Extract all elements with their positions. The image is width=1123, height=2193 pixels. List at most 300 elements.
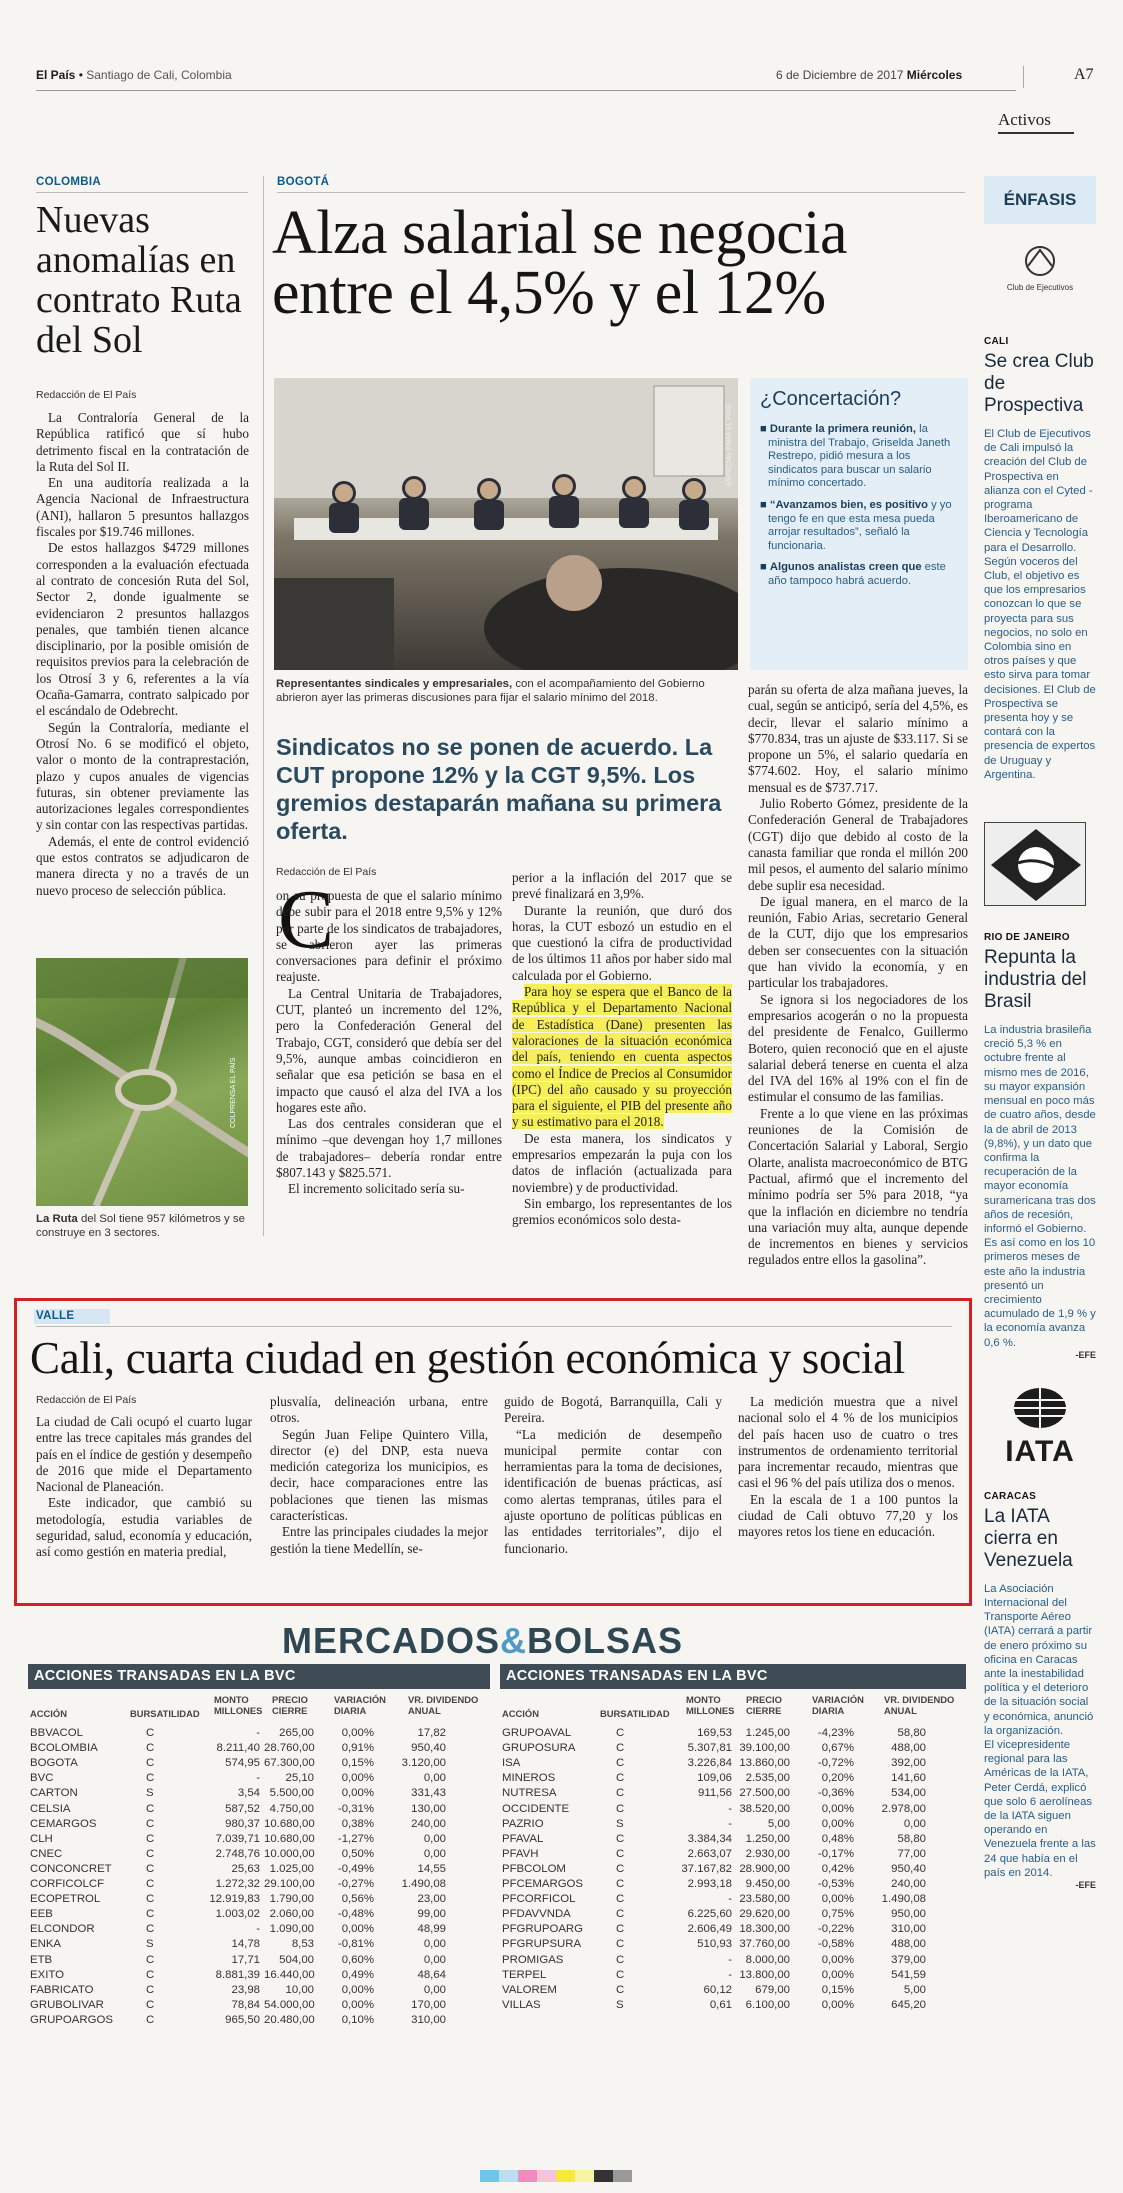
table-cell: 169,53	[697, 1727, 732, 1739]
table-cell: C	[146, 1727, 155, 1739]
table-cell: BOGOTA	[30, 1757, 78, 1770]
table-cell: -0,48%	[337, 1908, 374, 1921]
table-cell: 0,50%	[341, 1847, 374, 1860]
table-cell: C	[146, 1953, 155, 1966]
color-swatch	[480, 2170, 499, 2182]
table-row	[500, 1756, 966, 1771]
table-cell: 0,42%	[821, 1862, 854, 1875]
table-row	[500, 1937, 966, 1952]
table-cell: -4,23%	[817, 1727, 854, 1739]
table-cell: CONCONCRET	[30, 1862, 112, 1875]
table-cell: C	[616, 1787, 625, 1800]
section-tag-bogota: BOGOTÁ	[277, 176, 330, 188]
table-cell: 10,00	[285, 1983, 314, 1996]
table-cell: 950,40	[411, 1742, 446, 1755]
table-cell: -	[728, 1893, 732, 1906]
table-cell: 5,00	[767, 1817, 790, 1830]
column-header: MONTO MILLONES	[686, 1694, 735, 1716]
table-cell: 10.680,00	[264, 1832, 315, 1845]
table-cell: EEB	[30, 1908, 53, 1921]
table-row	[28, 1937, 490, 1952]
table-cell: C	[146, 1757, 155, 1770]
table-cell: 18.300,00	[739, 1923, 790, 1936]
brazil-flag-icon	[985, 823, 1086, 906]
table-cell: CNEC	[30, 1847, 63, 1860]
table-cell: 23,00	[417, 1893, 446, 1906]
table-cell: 0,00	[423, 1832, 446, 1845]
table-cell: 141,60	[891, 1772, 926, 1785]
table-cell: 965,50	[225, 2013, 260, 2026]
table-cell: 8.000,00	[745, 1953, 790, 1966]
table-cell: 379,00	[891, 1953, 926, 1966]
table-cell: S	[616, 1817, 624, 1830]
paragraph: Frente a lo que viene en las próximas reuniones de la Comisión de Concertación Salarial y Laboral, Sergio Olarte, analista macroeconómico de BTG Pactual, afirmó que el incremento del mínimo podría ser 5% para 2018, “ya que la inflación en diciembre no tendría una variación muy alta, aunque depende de incrementos en bienes y servicios regulados entre ellos la gasolina”.	[748, 1105, 968, 1268]
paper-name: El País	[36, 68, 76, 82]
table-cell: 1.003,02	[215, 1908, 260, 1921]
table-row	[28, 1832, 490, 1847]
bullet-separator: •	[78, 68, 87, 82]
brief-body: El Club de Ejecutivos de Cali impulsó la creación del Club de Prospectiva en alianza con el Cyted -programa Iberoamericano de Ciencia y Tecnología para el Desarrollo. Según voceros del Club, el objetivo es que los empresarios conozcan lo que se proyecta para sus negocios, no solo en Colombia sino en otros países y que esto sirva para tomar decisiones. El Club de Prospectiva se presenta hoy y se contará con la presencia de expertos de Uruguay y Argentina.	[984, 428, 1096, 781]
table-cell: 67.300,00	[264, 1757, 315, 1770]
table-cell: 0,75%	[821, 1908, 854, 1921]
table-cell: 8.211,40	[216, 1742, 260, 1755]
table-cell: PROMIGAS	[502, 1953, 564, 1966]
table-row	[500, 1892, 966, 1907]
table-cell: 587,52	[225, 1802, 260, 1815]
table-cell: C	[616, 1983, 625, 1996]
date: 6 de Diciembre de 2017	[776, 68, 904, 82]
highway-photo	[36, 958, 248, 1206]
globe-icon	[1010, 1386, 1070, 1430]
brief-tag: CALI	[984, 336, 1009, 347]
table-cell: 0,60%	[341, 1953, 374, 1966]
table-cell: 0,00	[423, 1953, 446, 1966]
box-item	[760, 561, 958, 588]
table-row	[28, 1968, 490, 1983]
box-item-text: y yo tengo fe en que esta mesa pueda arrojar resultados”, señaló la funcionaria.	[768, 498, 952, 552]
color-swatch	[594, 2170, 613, 2182]
table-cell: 6.225,60	[687, 1908, 732, 1921]
table-cell: -0,58%	[817, 1938, 854, 1951]
table-cell: 1.790,00	[269, 1893, 314, 1906]
table-cell: 5,00	[903, 1983, 926, 1996]
table-cell: 645,20	[891, 1998, 926, 2011]
table-header: ACCIONES TRANSADAS EN LA BVC	[28, 1664, 490, 1689]
table-cell: C	[146, 1817, 155, 1830]
paragraph: guido de Bogotá, Barranquilla, Cali y Pereira.	[504, 1394, 722, 1426]
table-cell: 0,48%	[821, 1832, 854, 1845]
color-swatch	[575, 2170, 594, 2182]
paragraph: Además, el ente de control evidenció que estos contratos se adjudicaron de manera directa y no a través de un nuevo proceso de selección pública.	[36, 833, 249, 898]
table-cell: BCOLOMBIA	[30, 1742, 98, 1755]
table-cell: C	[616, 1727, 625, 1739]
table-cell: 541,59	[891, 1968, 926, 1981]
table-cell: 48,64	[417, 1968, 446, 1981]
brief-title: Repunta la industria del Brasil	[984, 947, 1087, 1013]
table-cell: 0,00%	[821, 1817, 854, 1830]
table-cell: 10.680,00	[264, 1817, 315, 1830]
table-cell: 29.620,00	[739, 1908, 790, 1921]
table-cell: 0,00%	[821, 1998, 854, 2011]
paragraph: parán su oferta de alza mañana jueves, la cual, según se anticipó, sería del 4,5%, es decir, llevar el salario mínimo a $770.834, tras un ajuste de $33.117. Si se propone un 5%, el salario quedaría en $774.602. Hoy, el salario mínimo mensual es de $737.717.	[748, 682, 968, 795]
table-row	[28, 1817, 490, 1832]
table-cell: NUTRESA	[502, 1787, 557, 1800]
table-cell: 3.120,00	[401, 1757, 446, 1770]
table-cell: 58,80	[897, 1832, 926, 1845]
bullet-icon: ■	[760, 498, 770, 511]
table-cell: -	[728, 1802, 732, 1815]
brief-tag: RIO DE JANEIRO	[984, 932, 1070, 944]
table-cell: C	[616, 1968, 625, 1981]
main-headline: Alza salarial se negocia entre el 4,5% y el 12%	[272, 199, 847, 327]
table-cell: 2.060,00	[269, 1908, 314, 1921]
brief-body: La Asociación Internacional del Transporte Aéreo (IATA) cerrará a partir de enero próximo su oficina en Caracas ante la inestabilidad política y el deterioro de la situación social y económica, anunció la organización.	[984, 1582, 1094, 1737]
table-cell: -0,36%	[817, 1787, 854, 1800]
table-cell: 1.272,32	[215, 1878, 260, 1890]
table-cell: 6.100,00	[745, 1998, 790, 2011]
club-logo	[984, 244, 1096, 292]
table-cell: VILLAS	[502, 1998, 541, 2011]
table-cell: C	[616, 1938, 625, 1951]
weekday: Miércoles	[906, 68, 963, 82]
table-cell: -	[728, 1817, 732, 1830]
table-cell: -	[728, 1968, 732, 1981]
table-cell: 3.226,84	[687, 1757, 732, 1770]
table-cell: ISA	[502, 1757, 521, 1770]
table-cell: -0,81%	[337, 1938, 374, 1951]
table-cell: EXITO	[30, 1968, 64, 1981]
table-cell: 3.384,34	[687, 1832, 732, 1845]
table-row	[28, 1877, 490, 1892]
table-cell: 488,00	[891, 1742, 926, 1755]
table-cell: C	[616, 1953, 625, 1966]
table-cell: GRUBOLIVAR	[30, 1998, 104, 2011]
table-cell: 310,00	[411, 2013, 446, 2026]
table-cell: 13.800,00	[739, 1968, 790, 1981]
table-cell: 0,67%	[821, 1742, 854, 1755]
table-row	[500, 1832, 966, 1847]
table-row	[28, 1922, 490, 1937]
table-cell: 109,06	[697, 1772, 732, 1785]
table-row	[500, 1922, 966, 1937]
table-cell: GRUPOAVAL	[502, 1727, 572, 1739]
club-logo-icon	[1020, 244, 1060, 278]
table-cell: 0,10%	[341, 2013, 374, 2026]
table-cell: 574,95	[225, 1757, 260, 1770]
iata-logo	[984, 1386, 1096, 1469]
paragraph: Este indicador, que cambió su metodología, estudia variables de seguridad, salud, economía y educación, así como gestión en materia predial,	[36, 1495, 252, 1560]
table-cell: -0,22%	[817, 1923, 854, 1936]
print-color-bar	[480, 2170, 632, 2182]
table-cell: 0,00%	[341, 1983, 374, 1996]
caption-text: del Sol tiene 957 kilómetros y se construye en 3 sectores.	[36, 1213, 245, 1239]
table-cell: 0,00%	[341, 1787, 374, 1800]
box-item-lead: “Avanzamos bien, es positivo	[769, 498, 928, 511]
column-header: ACCIÓN	[30, 1708, 67, 1719]
table-row	[500, 1802, 966, 1817]
table-cell: -1,27%	[337, 1832, 374, 1845]
paragraph: Se ignora si los negociadores de los empresarios acogerán o no la propuesta del presidente de Fenalco, Guillermo Botero, quien reconoció que en el ajuste salarial deberá tenerse en cuenta el alza del IVA del 16% al 19% con el fin de estimular el consumo de las familias.	[748, 991, 968, 1105]
table-row	[28, 1953, 490, 1968]
table-cell: 1.250,00	[745, 1832, 790, 1845]
table-cell: C	[146, 1832, 155, 1845]
table-cell: 0,00%	[341, 1727, 374, 1739]
table-cell: 1.245,00	[745, 1727, 790, 1739]
table-cell: 8,53	[291, 1938, 314, 1951]
table-cell: CEMARGOS	[30, 1817, 97, 1830]
column-divider	[263, 176, 264, 1236]
table-row	[500, 1877, 966, 1892]
table-cell: ETB	[30, 1953, 53, 1966]
table-cell: 27.500,00	[739, 1787, 790, 1800]
table-cell: TERPEL	[502, 1968, 547, 1981]
left-body	[36, 410, 249, 899]
table-row	[28, 2013, 490, 2028]
table-cell: 48,99	[417, 1923, 446, 1936]
main-col3	[748, 682, 968, 1269]
table-cell: -0,27%	[337, 1878, 374, 1890]
table-row	[28, 1726, 490, 1741]
table-cell: 0,00	[903, 1817, 926, 1830]
table-cell: 9.450,00	[745, 1878, 790, 1890]
table-row	[500, 1998, 966, 2013]
table-cell: 2.663,07	[687, 1847, 732, 1860]
table-cell: C	[146, 1772, 155, 1785]
table-cell: 2.535,00	[745, 1772, 790, 1785]
rule	[277, 192, 965, 193]
table-row	[500, 1983, 966, 1998]
column-header: PRECIO CIERRE	[272, 1694, 308, 1716]
table-cell: ENKA	[30, 1938, 62, 1951]
table-cell: C	[616, 1832, 625, 1845]
table-row	[500, 1968, 966, 1983]
valle-col2	[270, 1394, 488, 1557]
table-row	[500, 1771, 966, 1786]
table-cell: PFCEMARGOS	[502, 1878, 584, 1890]
table-cell: 0,20%	[821, 1772, 854, 1785]
highlight-paragraph	[512, 984, 732, 1131]
table-cell: 4.750,00	[269, 1802, 314, 1815]
paragraph: En una auditoría realizada a la Agencia Nacional de Infraestructura (ANI), hallaron 5 presuntos hallazgos fiscales por $19.746 millones.	[36, 475, 249, 540]
table-row	[28, 1998, 490, 2013]
table-cell: 29.100,00	[264, 1878, 315, 1890]
photo-caption	[276, 677, 740, 705]
table-cell: 0,15%	[821, 1983, 854, 1996]
table-cell: S	[146, 1938, 154, 1951]
table-cell: C	[146, 1742, 155, 1755]
emphasis-label: ÉNFASIS	[984, 176, 1096, 224]
column-header: ACCIÓN	[502, 1708, 539, 1719]
table-row	[28, 1786, 490, 1801]
paragraph: De igual manera, en el marco de la reunión, Fabio Arias, secretario General de la CUT, dijo que los empresarios deben ser consecuentes con la situación que han vivido la economía, y en particular los trabajadores.	[748, 893, 968, 991]
table-cell: C	[146, 1862, 155, 1875]
paragraph: Sin embargo, los representantes de los gremios económicos solo desta-	[512, 1195, 732, 1228]
box-title: ¿Concertación?	[760, 388, 902, 410]
table-cell: GRUPOARGOS	[30, 2013, 113, 2026]
table-cell: 0,00%	[341, 1772, 374, 1785]
table-cell: 37.167,82	[681, 1862, 732, 1875]
table-cell: 7.039,71	[215, 1832, 260, 1845]
table-cell: -0,72%	[817, 1757, 854, 1770]
table-cell: CLH	[30, 1832, 53, 1845]
table-cell: 28.760,00	[264, 1742, 315, 1755]
table-cell: C	[146, 1983, 155, 1996]
table-cell: 170,00	[411, 1998, 446, 2011]
table-cell: 911,56	[698, 1787, 732, 1800]
table-cell: 0,91%	[341, 1742, 374, 1755]
table-cell: 77,00	[897, 1847, 926, 1860]
table-row	[500, 1907, 966, 1922]
color-swatch	[537, 2170, 556, 2182]
table-cell: 980,37	[225, 1817, 260, 1830]
caption-text: con el acompañamiento del Gobierno abrieron ayer las primeras discusiones para fijar el salario mínimo del 2018.	[276, 678, 705, 704]
header-divider	[1023, 66, 1024, 88]
paragraph: De esta manera, los sindicatos y empresarios empezarán la puja con los datos de inflación (actualizada para noviembre) y de productividad.	[512, 1130, 732, 1195]
page-header	[36, 68, 1096, 90]
table-cell: PFGRUPSURA	[502, 1938, 582, 1951]
table-cell: 0,00%	[341, 1923, 374, 1936]
sidebar	[984, 176, 1096, 2176]
paragraph: La Contraloría General de la República ratificó que sí hubo detrimento fiscal en la contratación de la Ruta del Sol II.	[36, 410, 249, 474]
table-cell: C	[146, 1968, 155, 1981]
table-cell: CORFICOLCF	[30, 1878, 105, 1890]
meeting-scene	[274, 378, 738, 670]
bullet-icon: ■	[760, 423, 770, 435]
valle-col1	[36, 1414, 252, 1561]
table-cell: BVC	[30, 1772, 54, 1785]
table-cell: 0,00	[423, 1847, 446, 1860]
table-cell: PFCORFICOL	[502, 1893, 576, 1906]
photo-caption	[36, 1212, 248, 1240]
table-cell: 950,00	[891, 1908, 926, 1921]
table-cell: PFBCOLOM	[502, 1862, 566, 1875]
drop-cap: C	[278, 873, 335, 966]
table-cell: 38.520,00	[739, 1802, 790, 1815]
section-tag-valle: VALLE	[36, 1310, 75, 1322]
table-cell: -0,17%	[817, 1847, 854, 1860]
logo-text: Club de Ejecutivos	[1006, 283, 1074, 292]
brazil-flag	[984, 822, 1086, 906]
table-cell: 20.480,00	[264, 2013, 315, 2026]
table-row	[500, 1786, 966, 1801]
table-row	[28, 1907, 490, 1922]
paragraph: La ciudad de Cali ocupó el cuarto lugar entre las trece capitales más grandes del país en el índice de gestión y desempeño de 2016 que mide el Departamento Nacional de Planeación.	[36, 1414, 252, 1495]
table-cell: C	[146, 1908, 155, 1921]
table-cell: 3,54	[237, 1787, 260, 1800]
valle-headline: Cali, cuarta ciudad en gestión económica y social	[30, 1333, 905, 1383]
table-cell: 23,98	[231, 1983, 260, 1996]
table-row	[28, 1862, 490, 1877]
table-cell: 16.440,00	[264, 1968, 315, 1981]
table-cell: 0,00	[423, 1938, 446, 1951]
paragraph: Las dos centrales consideran que el mínimo –que devengan hoy 1,7 millones de trabajadores– debería rondar entre $807.143 y $825.571.	[276, 1116, 502, 1181]
table-row	[28, 1983, 490, 1998]
box-item	[760, 499, 958, 553]
table-cell: 0,00%	[341, 1998, 374, 2011]
table-cell: C	[616, 1772, 625, 1785]
table-cell: 950,40	[891, 1862, 926, 1875]
ampersand: &	[500, 1620, 528, 1661]
photo-credit: ESPECIAL PARA EL PAÍS	[726, 404, 733, 486]
main-subtitle: Sindicatos no se ponen de acuerdo. La CUT propone 12% y la CGT 9,5%. Los gremios destaparán mañana su primera oferta.	[276, 734, 722, 844]
box-item-text: este año tampoco habrá acuerdo.	[768, 561, 946, 587]
table-cell: C	[616, 1742, 625, 1755]
paragraph: Según Juan Felipe Quintero Villa, director (e) del DNP, esta nueva medición categoriza los municipios, es decir, hace comparaciones entre las poblaciones que tienen las mismas características.	[270, 1426, 488, 1524]
table-cell: 310,00	[891, 1923, 926, 1936]
box-item	[760, 423, 958, 491]
column-header: VARIACIÓN DIARIA	[334, 1694, 386, 1716]
page-number: A7	[1074, 66, 1094, 83]
table-cell: 8.881,39	[215, 1968, 260, 1981]
column-header: BURSATILIDAD	[600, 1708, 670, 1719]
table-cell: 1.090,00	[269, 1923, 314, 1936]
table-cell: 1.490,08	[401, 1878, 446, 1890]
table-cell: C	[616, 1923, 625, 1936]
table-cell: -	[256, 1923, 260, 1936]
table-cell: PFAVAL	[502, 1832, 544, 1845]
table-row	[500, 1847, 966, 1862]
table-cell: C	[616, 1878, 625, 1890]
table-row	[500, 1862, 966, 1877]
byline: Redacción de El País	[276, 866, 377, 878]
highlighted-text: Para hoy se espera que el Banco de la República y el Departamento Nacional de Estadística (Dane) presenten las valoraciones de la situación económica del país, teniendo en cuenta aspectos como el Índice de Precios al Consumidor (IPC) del año causado y su proyección para el siguiente, el PIB del presente año y su estimativo para el 2018.	[512, 984, 732, 1130]
table-cell: 78,84	[231, 1998, 260, 2011]
byline: Redacción de El País	[36, 389, 137, 401]
table-cell: C	[616, 1757, 625, 1770]
paragraph: “La medición de desempeño municipal permite contar con herramientas para la toma de decisiones, identificación de buenas prácticas, así como alertas tempranas, útiles para el ajuste oportuno de políticas públicas en las entidades territoriales”, dijo el funcionario.	[504, 1426, 722, 1556]
caption-lead: Representantes sindicales y empresariales,	[276, 678, 513, 690]
table-row	[500, 1741, 966, 1756]
table-cell: C	[616, 1893, 625, 1906]
left-headline: Nuevas anomalías en contrato Ruta del Sol	[36, 199, 242, 361]
table-cell: 0,00	[423, 1983, 446, 1996]
table-cell: 0,15%	[341, 1757, 374, 1770]
header-rule	[36, 90, 1016, 91]
color-swatch	[518, 2170, 537, 2182]
bullet-icon: ■	[760, 561, 770, 574]
paragraph: La Central Unitaria de Trabajadores, CUT, planteó un incremento del 12%, pero la Confederación General del Trabajo, CGT, consideró que debía ser del 9,5%, aunque ambas coincidieron en señalar que esa petición se basa en el impacto que causó el alza del IVA a los hogares este año.	[276, 985, 502, 1115]
table-cell: ECOPETROL	[30, 1893, 101, 1906]
table-cell: 39.100,00	[739, 1742, 790, 1755]
table-cell: 12.919,83	[209, 1893, 260, 1906]
table-cell: C	[146, 1998, 155, 2011]
concertacion-box	[750, 378, 968, 670]
table-cell: -0,53%	[817, 1878, 854, 1890]
table-cell: C	[616, 1908, 625, 1921]
table-cell: 0,38%	[341, 1817, 374, 1830]
table-cell: -0,49%	[337, 1862, 374, 1875]
markets-title	[282, 1620, 683, 1662]
table-cell: 58,80	[897, 1727, 926, 1739]
table-cell: 504,00	[279, 1953, 314, 1966]
stocks-table-right	[500, 1664, 966, 2184]
table-cell: 240,00	[891, 1878, 926, 1890]
table-cell: 331,43	[411, 1787, 446, 1800]
table-cell: 0,00	[423, 1772, 446, 1785]
table-row	[28, 1741, 490, 1756]
paragraph: Julio Roberto Gómez, presidente de la Confederación General de Trabajadores (CGT) dijo que debido al costo de la canasta familiar que ronda el millón 200 mil pesos, el aumento del salario mínimo debe suplir esa necesidad.	[748, 796, 968, 893]
table-cell: -0,31%	[337, 1802, 374, 1815]
table-cell: ELCONDOR	[30, 1923, 95, 1936]
table-cell: PFDAVVNDA	[502, 1908, 571, 1921]
main-col2	[512, 870, 732, 1229]
photo-credit: COLPRENSA EL PAÍS	[230, 1057, 237, 1128]
rule	[36, 192, 248, 193]
table-cell: CARTON	[30, 1787, 78, 1800]
box-item-lead: Durante la primera reunión,	[769, 423, 916, 435]
negotiation-photo	[274, 378, 738, 670]
table-cell: 2.606,49	[687, 1923, 732, 1936]
